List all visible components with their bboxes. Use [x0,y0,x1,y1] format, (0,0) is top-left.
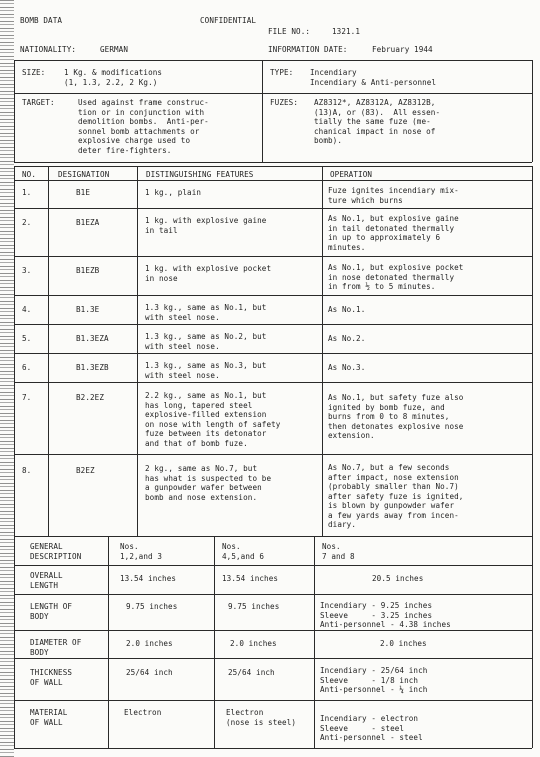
rule-spec-col-2 [214,536,215,748]
spec-body-length-c3-2: Sleeve - 3.25 inches [320,610,433,620]
nationality-label: NATIONALITY: [20,45,77,54]
rule-row-1 [14,208,532,209]
spec-thickness-c2: 25/64 inch [228,668,275,677]
fuzes-label: FUZES: [270,98,299,107]
info-date-value: February 1944 [372,45,433,54]
row-3-operation-1: As No.1, but explosive pocket [328,263,464,272]
file-label: FILE NO.: [268,27,311,36]
spec-body-length-c3-1: Incendiary - 9.25 inches [320,601,433,610]
row-5-no: 5. [22,334,32,343]
rule-spec-bottom [14,748,532,749]
target-line-1: Used against frame construc- [78,98,209,107]
spec-body-length-label-1: LENGTH OF [30,602,73,611]
spec-header-4-line-1: Nos. [322,542,341,551]
row-7-feature-4: on nose with length of safety [145,419,281,429]
col-header-no: NO. [22,170,37,179]
rule-spec-left [14,536,15,748]
spec-diameter-c2: 2.0 inches [230,639,277,648]
spec-overall-length-c1: 13.54 inches [120,574,177,583]
type-line-2: Incendiary & Anti-personnel [310,78,437,87]
row-4-feature-2: with steel nose. [145,312,220,322]
rule-spec-row-2 [14,630,532,631]
rule-col-features [322,166,323,536]
spec-diameter-label-1: DIAMETER OF [30,638,82,647]
rule-row-6 [14,382,532,383]
target-line-6: deter fire-fighters. [78,145,172,155]
scan-edge-noise [0,0,14,757]
spec-header-1-line-1: GENERAL [30,542,63,551]
rule-spec-right [532,536,533,748]
spec-overall-length-c3: 20.5 inches [372,574,424,583]
header-bomb-data: BOMB DATA [20,16,63,25]
spec-body-length-c1: 9.75 inches [126,602,178,611]
fuzes-line-5: bomb). [314,136,343,145]
row-8-feature-2: has what is suspected to be [145,473,272,483]
spec-material-c2-1: Electron [226,708,264,717]
rule-table-header [14,180,532,181]
row-4-operation-1: As No.1. [328,305,366,314]
row-8-feature-3: a gunpowder wafer between [145,483,262,492]
rule-col-left [14,166,15,536]
rule-row-4 [14,324,532,325]
spec-body-length-c2: 9.75 inches [228,602,280,611]
row-6-no: 6. [22,363,32,372]
rule-summary-right [532,60,533,162]
row-2-operation-2: in tail detonated thermally [328,223,455,233]
spec-overall-length-label-1: OVERALL [30,571,63,580]
row-8-operation-2: after impact, nose extension [328,472,459,482]
header-classification: CONFIDENTIAL [200,16,257,25]
spec-overall-length-label-2: LENGTH [30,580,59,590]
fuzes-line-3: tially the same fuze (me- [314,117,431,126]
row-7-no: 7. [22,393,32,402]
rule-row-8 [14,536,532,537]
row-7-operation-3: burns from 0 to 8 minutes, [328,412,450,421]
row-5-designation: B1.3EZA [76,334,109,343]
target-line-3: demolition bombs. Anti-per- [78,117,209,126]
rule-table-top [14,166,532,167]
row-7-feature-3: explosive-filled extension [145,410,267,419]
rule-row-5 [14,353,532,354]
row-2-operation-4: minutes. [328,242,366,252]
row-4-designation: B1.3E [76,305,100,314]
spec-thickness-label-1: THICKNESS [30,668,73,677]
row-3-designation: B1EZB [76,266,100,275]
row-8-feature-1: 2 kg., same as No.7, but [145,464,258,473]
row-8-no: 8. [22,466,32,475]
col-header-features: DISTINGUISHING FEATURES [146,170,254,179]
rule-row-7 [14,454,532,455]
rule-spec-header [14,565,532,566]
spec-header-4-line-2: 7 and 8 [322,551,355,561]
row-1-no: 1. [22,188,32,197]
row-7-operation-4: then detonates explosive nose [328,421,464,431]
target-line-4: sonnel bomb attachments or [78,126,200,136]
col-header-operation: OPERATION [330,170,373,179]
row-3-feature-2: in nose [145,273,178,283]
row-8-designation: B2EZ [76,466,95,475]
row-8-operation-4: after safety fuze is ignited, [328,491,464,501]
row-8-operation-3: (probably smaller than No.7) [328,482,459,491]
spec-diameter-c3: 2.0 inches [380,639,427,648]
rule-summary-divider [262,60,263,162]
row-6-operation-1: As No.3. [328,363,366,372]
rule-spec-col-3 [314,536,315,748]
row-4-feature-1: 1.3 kg., same as No.1, but [145,303,267,312]
col-header-designation: DESIGNATION [58,170,110,179]
row-7-operation-1: As No.1, but safety fuze also [328,393,464,402]
spec-material-label-1: MATERIAL [30,708,68,717]
row-6-feature-1: 1.3 kg., same as No.3, but [145,361,267,370]
rule-spec-row-1 [14,594,532,595]
spec-header-3-line-1: Nos. [222,542,241,551]
row-5-operation-1: As No.2. [328,334,366,343]
rule-summary-top [14,60,532,61]
spec-thickness-label-2: OF WALL [30,677,63,687]
row-5-feature-2: with steel nose. [145,341,220,351]
spec-diameter-label-2: BODY [30,647,49,657]
rule-col-right [532,166,533,536]
row-3-operation-2: in nose detonated thermally [328,272,455,282]
row-6-designation: B1.3EZB [76,363,109,372]
type-label: TYPE: [270,68,294,77]
spec-thickness-c3-2: Sleeve - 1/8 inch [320,675,419,685]
spec-header-1-line-2: DESCRIPTION [30,551,82,561]
nationality-value: GERMAN [100,45,129,54]
row-7-feature-5: fuze between its detonator [145,429,267,438]
row-7-feature-6: and that of bomb fuze. [145,438,248,448]
row-7-feature-2: has long, tapered steel [145,400,253,410]
row-8-feature-4: bomb and nose extension. [145,492,258,502]
row-3-feature-1: 1 kg. with explosive pocket [145,264,272,273]
row-8-operation-6: a few yards away from incen- [328,510,459,520]
row-8-operation-5: is blown by gunpowder wafer [328,501,455,510]
row-7-designation: B2.2EZ [76,393,105,402]
row-2-no: 2. [22,218,32,227]
row-8-operation-7: diary. [328,520,357,529]
rule-spec-col-1 [108,536,109,748]
spec-thickness-c3-1: Incendiary - 25/64 inch [320,666,428,675]
type-line-1: Incendiary [310,68,357,77]
row-4-no: 4. [22,305,32,314]
row-7-operation-5: extension. [328,431,375,440]
rule-summary-bottom [14,162,532,163]
rule-col-designation [137,166,138,536]
spec-thickness-c3-3: Anti-personnel - ¼ inch [320,685,428,694]
spec-material-c1: Electron [124,708,162,717]
fuzes-line-1: AZ8312*, AZ8312A, AZ8312B, [314,98,436,107]
row-2-operation-3: in up to approximately 6 [328,233,441,242]
row-1-designation: B1E [76,188,91,197]
fuzes-line-4: chanical impact in nose of [314,126,436,136]
row-2-feature-2: in tail [145,225,178,235]
spec-material-label-2: OF WALL [30,717,63,727]
rule-spec-row-3 [14,658,532,659]
size-label: SIZE: [22,68,46,77]
row-7-feature-1: 2.2 kg., same as No.1, but [145,391,267,400]
row-2-feature-1: 1 kg. with explosive gaine [145,216,267,225]
rule-summary-mid [14,93,532,94]
row-3-operation-3: in from ½ to 5 minutes. [328,282,436,291]
spec-header-3-line-2: 4,5,and 6 [222,551,265,561]
row-8-operation-1: As No.7, but a few seconds [328,463,450,472]
row-7-operation-2: ignited by bomb fuze, and [328,402,445,412]
spec-diameter-c1: 2.0 inches [126,639,173,648]
row-3-no: 3. [22,266,32,275]
row-5-feature-1: 1.3 kg., same as No.2, but [145,332,267,341]
rule-row-3 [14,295,532,296]
row-2-designation: B1EZA [76,218,100,227]
info-date-label: INFORMATION DATE: [268,45,348,54]
rule-summary-left [14,60,15,162]
fuzes-line-2: (13)A, or (83). All essen- [314,107,441,117]
spec-material-c3-3: Anti-personnel - steel [320,733,423,742]
spec-body-length-c3-3: Anti-personnel - 4.38 inches [320,620,451,629]
size-line-1: 1 Kg. & modifications [64,68,163,77]
size-line-2: (1, 1.3, 2.2, 2 Kg.) [64,78,158,87]
file-number: 1321.1 [332,27,361,36]
spec-thickness-c1: 25/64 inch [126,668,173,677]
spec-material-c2-2: (nose is steel) [226,717,297,727]
row-1-feature-1: 1 kg., plain [145,188,202,197]
row-1-operation-1: Fuze ignites incendiary mix- [328,186,459,195]
spec-material-c3-2: Sleeve - steel [320,723,405,733]
rule-col-no [48,166,49,536]
spec-header-2-line-2: 1,2,and 3 [120,551,163,561]
target-line-5: explosive charge used to [78,136,191,145]
rule-spec-row-4 [14,700,532,701]
target-label: TARGET: [22,98,55,107]
spec-overall-length-c2: 13.54 inches [222,574,279,583]
rule-row-2 [14,256,532,257]
spec-body-length-label-2: BODY [30,611,49,621]
row-1-operation-2: ture which burns [328,195,403,205]
spec-material-c3-1: Incendiary - electron [320,714,419,723]
row-2-operation-1: As No.1, but explosive gaine [328,214,459,223]
row-6-feature-2: with steel nose. [145,370,220,380]
target-line-2: tion or in conjunction with [78,107,205,117]
spec-header-2-line-1: Nos. [120,542,139,551]
